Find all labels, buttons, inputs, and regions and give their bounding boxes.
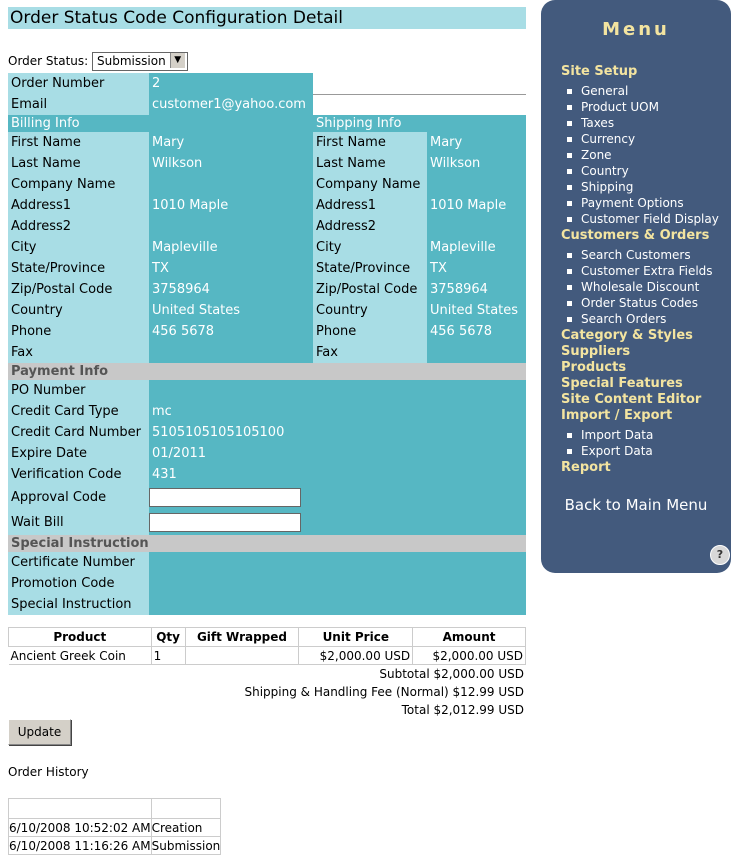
item-unit-price: $2,000.00 USD — [299, 647, 413, 665]
special-field-value — [149, 552, 526, 573]
shipping-field-label: Country — [313, 300, 427, 321]
special-instruction-header: Special Instruction — [8, 535, 526, 552]
shipping-info-header: Shipping Info — [313, 115, 526, 132]
shipping-field-value: 1010 Maple — [427, 195, 526, 216]
order-number-row — [8, 73, 526, 94]
item-amount: $2,000.00 USD — [413, 647, 526, 665]
bullet-icon — [567, 201, 572, 206]
items-header-row — [9, 628, 526, 647]
payment-field-value: 431 — [149, 464, 526, 485]
menu-report[interactable]: Report — [561, 460, 611, 475]
menu-item-general[interactable]: General — [567, 84, 628, 98]
special-row — [8, 552, 526, 573]
menu-site-setup[interactable]: Site Setup — [561, 64, 638, 79]
bullet-icon — [567, 121, 572, 126]
billing-field-value: Wilkson — [149, 153, 313, 174]
billing-field-value: 456 5678 — [149, 321, 313, 342]
menu-item-currency[interactable]: Currency — [567, 132, 635, 146]
bullet-icon — [567, 317, 572, 322]
payment-field-label: Expire Date — [8, 443, 149, 464]
email-label: Email — [8, 94, 149, 115]
payment-row — [8, 401, 526, 422]
shipping-field-label: City — [313, 237, 427, 258]
menu-suppliers[interactable]: Suppliers — [561, 344, 631, 359]
payment-info-header: Payment Info — [8, 363, 526, 380]
total-text: Total $2,012.99 USD — [401, 703, 524, 717]
shipping-field-label: Last Name — [313, 153, 427, 174]
history-row — [9, 819, 221, 837]
item-gift-wrapped — [185, 647, 299, 665]
menu-item-product-uom[interactable]: Product UOM — [567, 100, 659, 114]
menu-item-order-status-codes[interactable]: Order Status Codes — [567, 296, 698, 310]
billing-field-value: 1010 Maple — [149, 195, 313, 216]
payment-row — [8, 443, 526, 464]
wait-bill-row — [8, 510, 526, 535]
bullet-icon — [567, 449, 572, 454]
billing-field-label: Phone — [8, 321, 149, 342]
menu-item-export-data[interactable]: Export Data — [567, 444, 653, 458]
special-row — [8, 594, 526, 615]
address-row — [8, 237, 526, 258]
order-status-row — [8, 52, 188, 71]
menu-site-content-editor[interactable]: Site Content Editor — [561, 392, 702, 407]
approval-code-input[interactable] — [149, 488, 301, 507]
payment-row — [8, 422, 526, 443]
payment-field-label: Credit Card Number — [8, 422, 149, 443]
special-header-row — [8, 535, 526, 552]
billing-info-header: Billing Info — [8, 115, 313, 132]
address-row — [8, 132, 526, 153]
column-header: Product — [9, 628, 152, 647]
billing-field-label: Company Name — [8, 174, 149, 195]
payment-field-value: 5105105105105100 — [149, 422, 526, 443]
history-row — [9, 837, 221, 855]
column-header: Unit Price — [299, 628, 413, 647]
payment-field-label: Verification Code — [8, 464, 149, 485]
address-row — [8, 258, 526, 279]
bullet-icon — [567, 285, 572, 290]
item-row — [9, 647, 526, 665]
billing-field-label: City — [8, 237, 149, 258]
billing-field-label: Address2 — [8, 216, 149, 237]
billing-field-value: Mary — [149, 132, 313, 153]
shipping-field-value: 456 5678 — [427, 321, 526, 342]
payment-field-label: PO Number — [8, 380, 149, 401]
menu-item-shipping[interactable]: Shipping — [567, 180, 633, 194]
menu-item-zone[interactable]: Zone — [567, 148, 612, 162]
payment-header-row — [8, 363, 526, 380]
billing-field-value — [149, 216, 313, 237]
bullet-icon — [567, 433, 572, 438]
menu-item-search-orders[interactable]: Search Orders — [567, 312, 666, 326]
billing-field-value: United States — [149, 300, 313, 321]
shipping-field-label: First Name — [313, 132, 427, 153]
order-detail-table — [8, 73, 526, 615]
column-header: Qty — [151, 628, 185, 647]
bullet-icon — [567, 185, 572, 190]
order-status-label: Order Status: — [8, 54, 89, 68]
payment-row — [8, 380, 526, 401]
order-status-value: Submission — [97, 54, 166, 68]
shipping-field-value — [427, 216, 526, 237]
wait-bill-input[interactable] — [149, 513, 301, 532]
special-field-label: Promotion Code — [8, 573, 149, 594]
page-title: Order Status Code Configuration Detail — [8, 7, 526, 29]
billing-field-label: Last Name — [8, 153, 149, 174]
special-row — [8, 573, 526, 594]
address-row — [8, 321, 526, 342]
address-row — [8, 300, 526, 321]
billing-field-label: State/Province — [8, 258, 149, 279]
special-field-label: Special Instruction — [8, 594, 149, 615]
dropdown-arrow-icon[interactable]: ▼ — [170, 53, 185, 68]
shipping-field-label: Phone — [313, 321, 427, 342]
address-row — [8, 153, 526, 174]
order-number-value: 2 — [149, 73, 313, 94]
history-status: Creation — [151, 819, 221, 837]
help-icon[interactable]: ? — [710, 545, 730, 565]
back-to-main-menu-link[interactable]: Back to Main Menu — [564, 496, 708, 514]
billing-field-value: Mapleville — [149, 237, 313, 258]
order-items-table — [8, 627, 526, 665]
menu-products[interactable]: Products — [561, 360, 627, 375]
column-header: Amount — [413, 628, 526, 647]
shipping-field-label: Zip/Postal Code — [313, 279, 427, 300]
bullet-icon — [567, 89, 572, 94]
address-row — [8, 174, 526, 195]
shipping-fee-text: Shipping & Handling Fee (Normal) $12.99 USD — [244, 685, 524, 699]
menu-item-taxes[interactable]: Taxes — [567, 116, 614, 130]
bullet-icon — [567, 217, 572, 222]
order-history-table — [8, 798, 221, 855]
menu-item-wholesale-discount[interactable]: Wholesale Discount — [567, 280, 699, 294]
menu-item-customer-field-display[interactable]: Customer Field Display — [567, 212, 719, 226]
shipping-field-value: Wilkson — [427, 153, 526, 174]
menu-item-payment-options[interactable]: Payment Options — [567, 196, 684, 210]
billing-field-value — [149, 174, 313, 195]
history-status: Submission — [151, 838, 221, 853]
history-date: 6/10/2008 11:16:26 AM — [9, 838, 151, 853]
shipping-field-value: Mary — [427, 132, 526, 153]
address-row — [8, 342, 526, 363]
item-qty: 1 — [151, 647, 185, 665]
menu-item-customer-extra-fields[interactable]: Customer Extra Fields — [567, 264, 713, 278]
billing-field-label: Zip/Postal Code — [8, 279, 149, 300]
side-menu — [541, 0, 731, 573]
billing-field-value: TX — [149, 258, 313, 279]
history-date: 6/10/2008 10:52:02 AM — [9, 820, 151, 835]
special-field-value — [149, 594, 526, 615]
payment-field-value — [149, 380, 526, 401]
special-field-label: Certificate Number — [8, 552, 149, 573]
approval-code-label: Approval Code — [8, 485, 149, 510]
item-product: Ancient Greek Coin — [10, 648, 126, 663]
update-button[interactable]: Update — [8, 719, 71, 745]
email-value: customer1@yahoo.com — [149, 94, 313, 115]
wait-bill-label: Wait Bill — [8, 510, 149, 535]
shipping-field-value: Mapleville — [427, 237, 526, 258]
menu-title: Menu — [602, 19, 670, 40]
shipping-field-value — [427, 174, 526, 195]
special-field-value — [149, 573, 526, 594]
billing-field-label: Country — [8, 300, 149, 321]
payment-field-label: Credit Card Type — [8, 401, 149, 422]
bullet-icon — [567, 169, 572, 174]
bullet-icon — [567, 153, 572, 158]
menu-special-features[interactable]: Special Features — [561, 376, 683, 391]
payment-row — [8, 464, 526, 485]
order-number-label: Order Number — [8, 73, 149, 94]
shipping-field-value: TX — [427, 258, 526, 279]
address-row — [8, 216, 526, 237]
menu-item-search-customers[interactable]: Search Customers — [567, 248, 691, 262]
address-row — [8, 195, 526, 216]
bullet-icon — [567, 301, 572, 306]
billing-field-label: First Name — [8, 132, 149, 153]
billing-field-label: Address1 — [8, 195, 149, 216]
order-history-title: Order History — [8, 765, 89, 779]
menu-category-styles[interactable]: Category & Styles — [561, 328, 693, 343]
shipping-field-value — [427, 342, 526, 363]
menu-item-country[interactable]: Country — [567, 164, 629, 178]
payment-field-value: mc — [149, 401, 526, 422]
shipping-field-label: Address2 — [313, 216, 427, 237]
shipping-field-value: United States — [427, 300, 526, 321]
bullet-icon — [567, 137, 572, 142]
column-header: Gift Wrapped — [185, 628, 299, 647]
menu-import-export[interactable]: Import / Export — [561, 408, 673, 423]
approval-code-row — [8, 485, 526, 510]
shipping-field-label: State/Province — [313, 258, 427, 279]
payment-field-value: 01/2011 — [149, 443, 526, 464]
shipping-field-label: Fax — [313, 342, 427, 363]
bullet-icon — [567, 105, 572, 110]
bullet-icon — [567, 269, 572, 274]
shipping-field-value: 3758964 — [427, 279, 526, 300]
menu-customers-orders[interactable]: Customers & Orders — [561, 228, 710, 243]
shipping-field-label: Company Name — [313, 174, 427, 195]
billing-field-label: Fax — [8, 342, 149, 363]
shipping-field-label: Address1 — [313, 195, 427, 216]
email-row — [8, 94, 526, 115]
address-row — [8, 279, 526, 300]
menu-item-import-data[interactable]: Import Data — [567, 428, 653, 442]
subtotal-text: Subtotal $2,000.00 USD — [379, 667, 524, 681]
bullet-icon — [567, 253, 572, 258]
billing-field-value — [149, 342, 313, 363]
billing-field-value: 3758964 — [149, 279, 313, 300]
order-status-select[interactable] — [92, 52, 188, 71]
history-header-row — [9, 799, 221, 819]
billing-shipping-header-row — [8, 115, 526, 132]
